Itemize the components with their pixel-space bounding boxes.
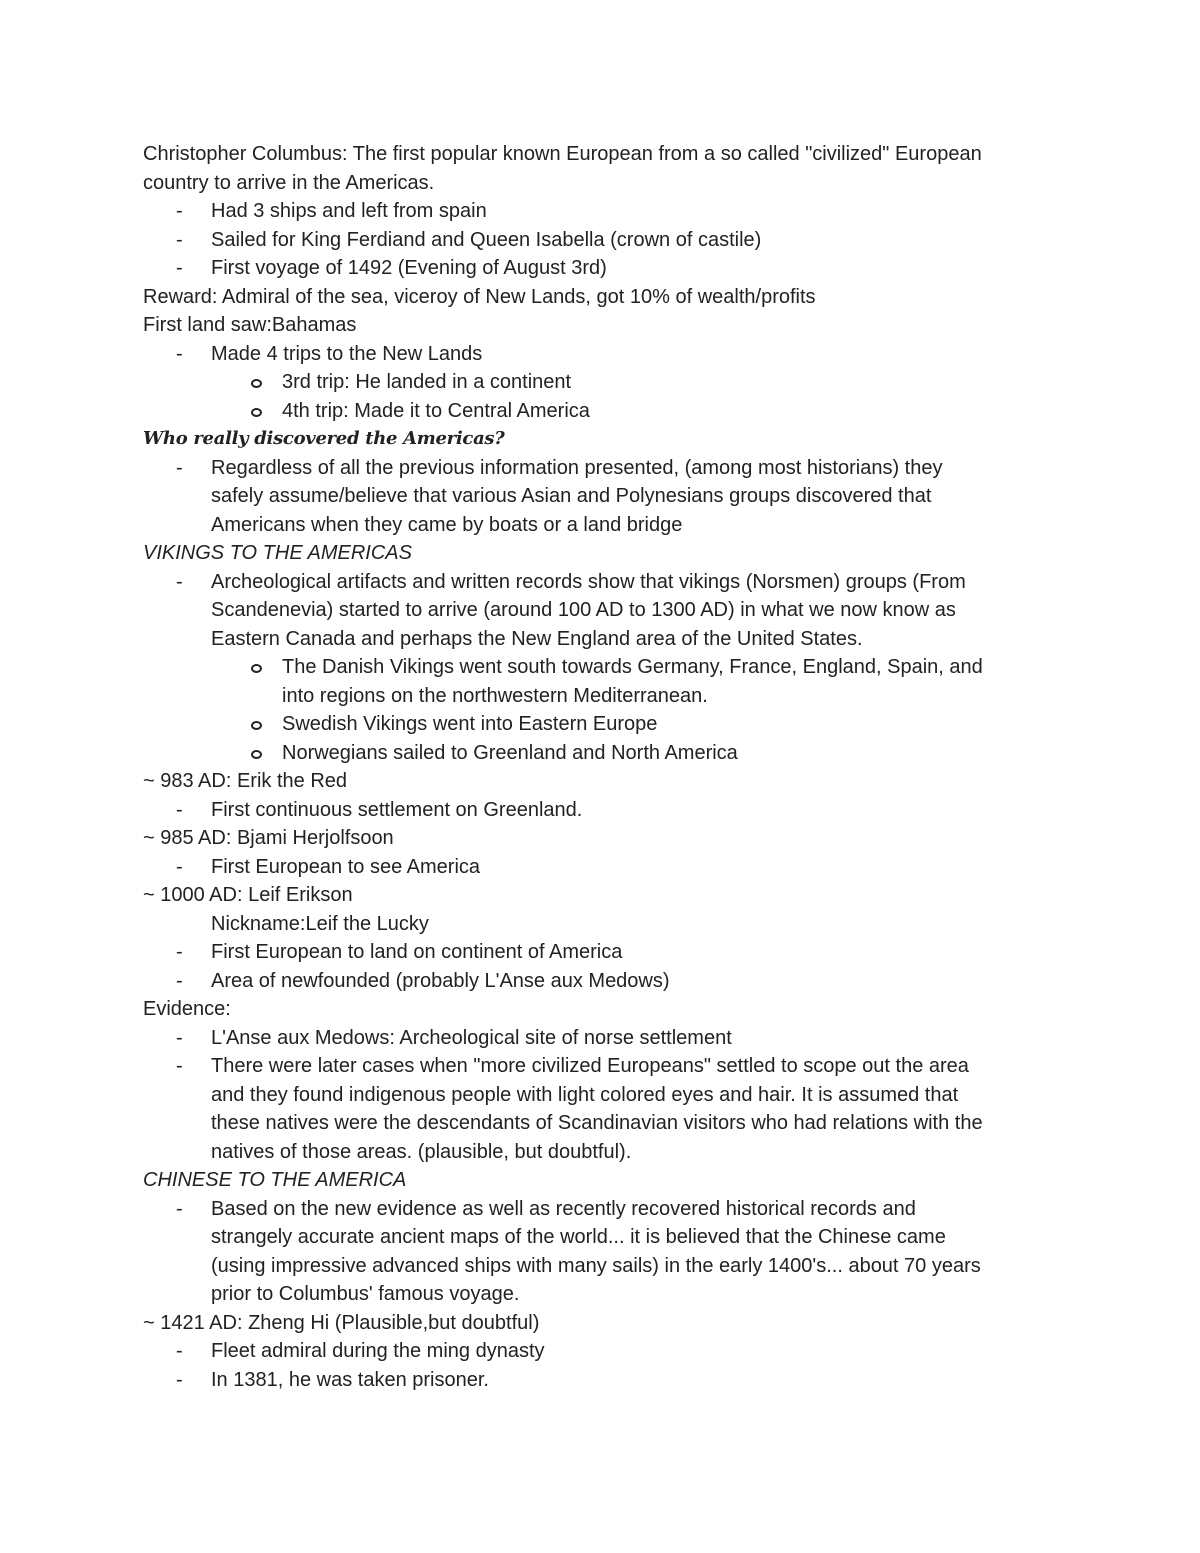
- line-text: Nickname:Leif the Lucky: [211, 912, 429, 935]
- line-text: Scandenevia) started to arrive (around 100 AD to 1300 AD) in what we now know as: [211, 599, 956, 621]
- dash-list-item: [143, 967, 1063, 996]
- line-text: Made 4 trips to the New Lands: [211, 342, 483, 365]
- text-line-continued: [143, 511, 1063, 540]
- text-line: [143, 995, 1063, 1024]
- line-text: In 1381, he was taken prisoner.: [211, 1368, 489, 1391]
- text-line-continued: [143, 1138, 1063, 1167]
- text-line-continued: [143, 482, 1063, 511]
- line-text: Christopher Columbus: The first popular known European from a so called "civilized" European: [143, 143, 982, 165]
- dash-list-item: [143, 1024, 1063, 1053]
- text-line-continued: [143, 1252, 1063, 1281]
- line-text: First voyage of 1492 (Evening of August 3rd): [211, 257, 607, 279]
- dash-list-item: [143, 1195, 1063, 1224]
- dash-list-item: [143, 454, 1063, 483]
- dash-list-item: [143, 938, 1063, 967]
- line-text: Swedish Vikings went into Eastern Europe: [282, 713, 658, 735]
- line-text: Norwegians sailed to Greenland and North America: [282, 741, 738, 764]
- line-text: (using impressive advanced ships with many sails) in the early 1400's... about 70 years: [211, 1254, 981, 1277]
- line-text: Eastern Canada and perhaps the New England area of the United States.: [211, 627, 863, 650]
- dash-bullet: -: [176, 1368, 183, 1391]
- line-text: First continuous settlement on Greenland.: [211, 798, 583, 821]
- circle-bullet-icon: [251, 750, 262, 759]
- line-text: strangely accurate ancient maps of the world... it is believed that the Chinese came: [211, 1226, 946, 1248]
- dash-list-item: [143, 568, 1063, 597]
- text-line-continued: [143, 682, 1063, 711]
- dash-bullet: -: [176, 1026, 183, 1049]
- line-text: The Danish Vikings went south towards Germany, France, England, Spain, and: [282, 656, 983, 678]
- dash-list-item: [143, 197, 1063, 226]
- line-text: First European to land on continent of America: [211, 941, 623, 963]
- text-line-continued: [143, 596, 1063, 625]
- line-text: 4th trip: Made it to Central America: [282, 399, 590, 422]
- section-heading: [143, 425, 1063, 454]
- line-text: Had 3 ships and left from spain: [211, 200, 487, 222]
- circle-list-item: [143, 739, 1063, 768]
- line-text: these natives were the descendants of Scandinavian visitors who had relations with the: [211, 1112, 983, 1134]
- text-line: [143, 283, 1063, 312]
- dash-bullet: -: [176, 1197, 183, 1220]
- line-text: ~ 985 AD: Bjami Herjolfsoon: [143, 827, 394, 849]
- line-text: Evidence:: [143, 998, 231, 1020]
- text-line: [143, 1309, 1063, 1338]
- section-heading: [143, 1166, 1063, 1195]
- text-line: [143, 767, 1063, 796]
- dash-list-item: [143, 1366, 1063, 1395]
- circle-bullet-icon: [251, 721, 262, 730]
- text-line: [143, 311, 1063, 340]
- dash-bullet: -: [176, 342, 183, 365]
- line-text: into regions on the northwestern Mediterranean.: [282, 684, 708, 707]
- line-text: Archeological artifacts and written records show that vikings (Norsmen) groups (From: [211, 570, 966, 593]
- line-text: and they found indigenous people with light colored eyes and hair. It is assumed that: [211, 1083, 959, 1106]
- text-line: [143, 824, 1063, 853]
- circle-bullet-icon: [251, 664, 262, 673]
- line-text: First European to see America: [211, 855, 481, 878]
- dash-bullet: -: [176, 1055, 183, 1077]
- dash-list-item: [143, 340, 1063, 369]
- dash-bullet: -: [176, 1340, 183, 1362]
- dash-bullet: -: [176, 228, 183, 251]
- dash-list-item: [143, 1052, 1063, 1081]
- dash-list-item: [143, 1337, 1063, 1366]
- dash-list-item: [143, 226, 1063, 255]
- text-line-continued: [143, 1081, 1063, 1110]
- document-body: [143, 140, 1063, 1394]
- heading-text: CHINESE TO THE AMERICA: [143, 1169, 407, 1191]
- line-text: L'Anse aux Medows: Archeological site of norse settlement: [211, 1026, 732, 1049]
- dash-bullet: -: [176, 570, 183, 593]
- dash-bullet: -: [176, 200, 183, 222]
- line-text: Reward: Admiral of the sea, viceroy of New Lands, got 10% of wealth/profits: [143, 285, 816, 308]
- heading-text: VIKINGS TO THE AMERICAS: [143, 542, 412, 564]
- line-text: There were later cases when "more civilized Europeans" settled to scope out the area: [211, 1055, 969, 1077]
- line-text: country to arrive in the Americas.: [143, 171, 435, 194]
- circle-list-item: [143, 397, 1063, 426]
- dash-bullet: -: [176, 969, 183, 992]
- text-line-continued: [143, 1109, 1063, 1138]
- line-text: Sailed for King Ferdiand and Queen Isabella (crown of castile): [211, 228, 762, 251]
- circle-list-item: [143, 710, 1063, 739]
- circle-bullet-icon: [251, 408, 262, 417]
- line-text: First land saw:Bahamas: [143, 314, 357, 336]
- text-line-continued: [143, 1223, 1063, 1252]
- line-text: natives of those areas. (plausible, but doubtful).: [211, 1140, 632, 1163]
- text-line: [143, 881, 1063, 910]
- circle-bullet-icon: [251, 379, 262, 388]
- text-line-continued: [143, 625, 1063, 654]
- line-text: safely assume/believe that various Asian and Polynesians groups discovered that: [211, 485, 932, 507]
- line-text: ~ 1421 AD: Zheng Hi (Plausible,but doubtful): [143, 1311, 540, 1334]
- line-text: prior to Columbus' famous voyage.: [211, 1283, 520, 1305]
- line-text: ~ 983 AD: Erik the Red: [143, 770, 348, 792]
- line-text: Fleet admiral during the ming dynasty: [211, 1340, 545, 1362]
- line-text: Americans when they came by boats or a land bridge: [211, 513, 683, 536]
- line-text: Regardless of all the previous information presented, (among most historians) they: [211, 456, 943, 479]
- heading-text: Who really discovered the Americas?: [143, 428, 505, 449]
- line-text: Based on the new evidence as well as recently recovered historical records and: [211, 1197, 916, 1220]
- circle-list-item: [143, 368, 1063, 397]
- dash-bullet: -: [176, 257, 183, 279]
- text-line-indented: [143, 910, 1063, 939]
- line-text: ~ 1000 AD: Leif Erikson: [143, 884, 353, 906]
- line-text: Area of newfounded (probably L'Anse aux Medows): [211, 969, 670, 992]
- dash-bullet: -: [176, 456, 183, 479]
- dash-list-item: [143, 796, 1063, 825]
- section-heading: [143, 539, 1063, 568]
- dash-list-item: [143, 254, 1063, 283]
- dash-bullet: -: [176, 941, 183, 963]
- dash-list-item: [143, 853, 1063, 882]
- dash-bullet: -: [176, 855, 183, 878]
- line-text: 3rd trip: He landed in a continent: [282, 371, 572, 393]
- text-line: [143, 169, 1063, 198]
- text-line: [143, 140, 1063, 169]
- circle-list-item: [143, 653, 1063, 682]
- dash-bullet: -: [176, 798, 183, 821]
- text-line-continued: [143, 1280, 1063, 1309]
